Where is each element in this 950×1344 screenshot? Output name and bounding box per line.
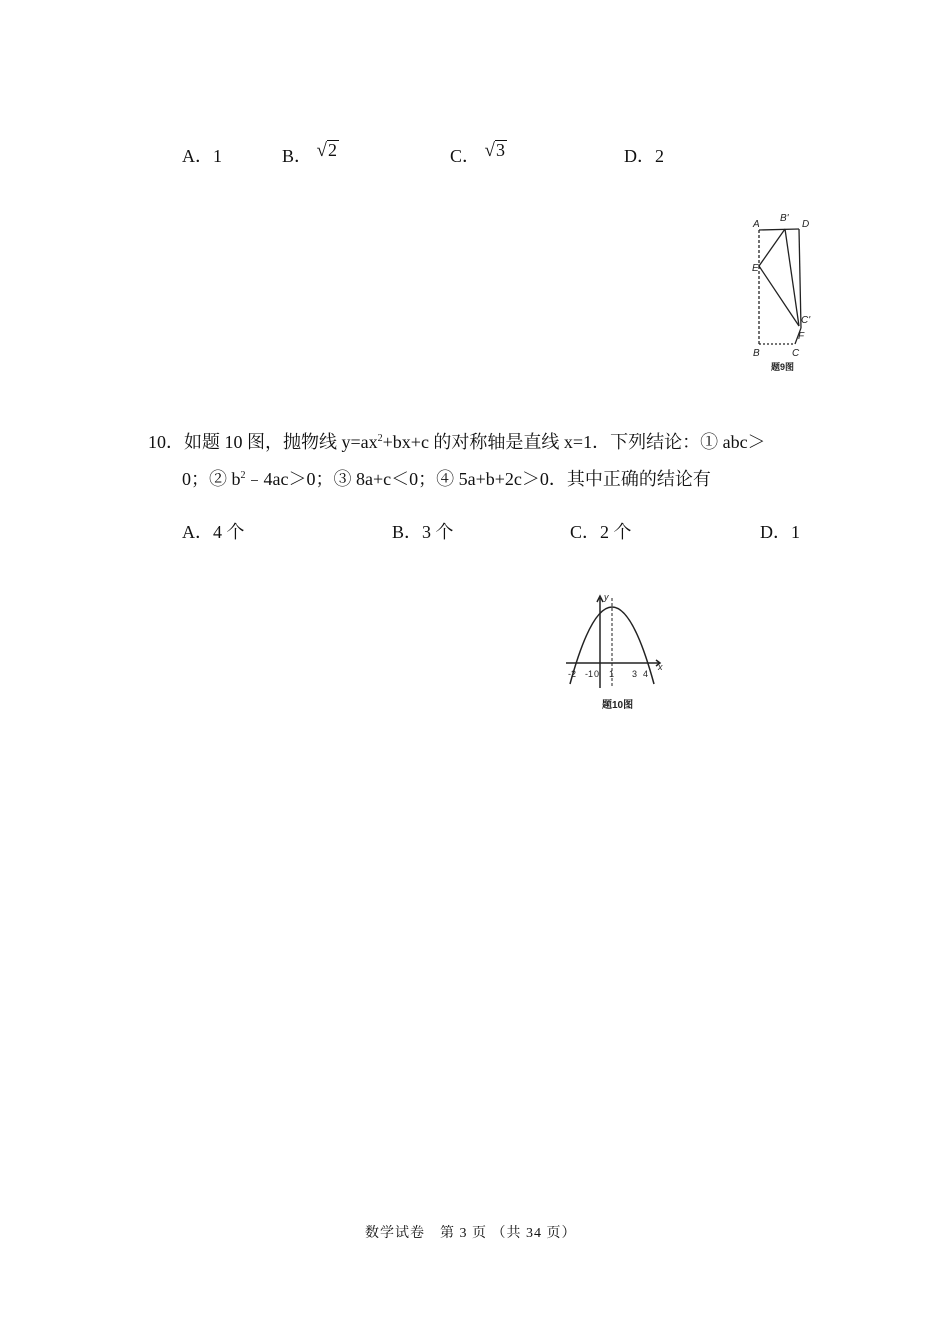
q10-line1-superscript: 2 — [377, 433, 383, 444]
q9-option-b-letter: B． — [282, 146, 313, 166]
q9-option-d-value: 2 — [655, 146, 664, 166]
page-footer: 数学试卷 第 3 页 （共 34 页） — [365, 1226, 577, 1241]
fig9-label-f: F — [798, 331, 805, 342]
q10-line2-text-b: ﹣4ac＞0；③ 8a+c＜0；④ 5a+b+2c＞0．其中正确的结论有 — [245, 469, 711, 489]
q9-option-c — [450, 142, 507, 168]
fig9-label-b-prime: B' — [780, 213, 789, 224]
fig9-label-b: B — [753, 348, 760, 359]
fig9-right-edge — [799, 229, 801, 328]
q9-option-a — [182, 142, 222, 168]
fig10-label-four: 4 — [643, 669, 649, 679]
q10-number: 10． — [148, 432, 184, 452]
fig10-caption: 题10图 — [602, 700, 634, 711]
q9-option-b-sqrt: √2 — [316, 140, 337, 161]
fig10-label-three: 3 — [632, 669, 638, 679]
q9-option-c-radicand: 3 — [495, 140, 505, 160]
q9-option-c-sqrt: √3 — [484, 140, 505, 161]
q10-line1 — [148, 421, 766, 460]
q9-option-a-value: 1 — [213, 146, 222, 166]
q10-option-a: A．4 个 — [182, 522, 245, 542]
q9-option-b — [282, 142, 339, 168]
q10-option-d: D．1 — [760, 522, 800, 542]
fig9-label-a: A — [753, 219, 760, 230]
q10-line2-superscript: 2 — [240, 470, 246, 481]
fig10-label-minus2: -2 — [568, 669, 577, 679]
fig9-b-prime-c-prime — [785, 229, 799, 326]
q10-line1-text-b: +bx+c 的对称轴是直线 x=1．下列结论：① abc＞ — [382, 432, 766, 452]
q10-option-b: B．3 个 — [392, 522, 454, 542]
fig9-eb-prime — [759, 229, 785, 266]
fig9-caption: 题9图 — [771, 362, 795, 372]
fig9-label-c: C — [792, 348, 800, 359]
q9-option-d-letter: D． — [624, 146, 655, 166]
figure-10 — [562, 588, 672, 714]
q9-option-a-letter: A． — [182, 146, 213, 166]
fig10-label-one: 1 — [609, 669, 615, 679]
fig9-ec-prime — [759, 266, 799, 326]
fig9-label-e: E — [752, 263, 759, 274]
q10-option-c: C．2 个 — [570, 522, 632, 542]
q10-line2-text-a: 0；② b — [182, 469, 241, 489]
fig10-label-origin: 0 — [594, 669, 600, 679]
fig10-label-minus1: -1 — [585, 669, 594, 679]
fig10-label-y: y — [604, 592, 609, 602]
q9-option-b-radicand: 2 — [327, 140, 337, 160]
fig9-label-c-prime: C' — [801, 315, 811, 326]
fig9-label-d: D — [802, 219, 810, 230]
fig9-top-edge — [759, 229, 799, 230]
q9-option-d — [624, 142, 664, 168]
figure-9 — [745, 208, 817, 376]
q10-line1-text-a: 如题 10 图，抛物线 y=ax — [184, 432, 378, 452]
q10-line2 — [182, 458, 711, 497]
fig10-label-x: x — [658, 662, 663, 672]
q9-option-c-letter: C． — [450, 146, 481, 166]
